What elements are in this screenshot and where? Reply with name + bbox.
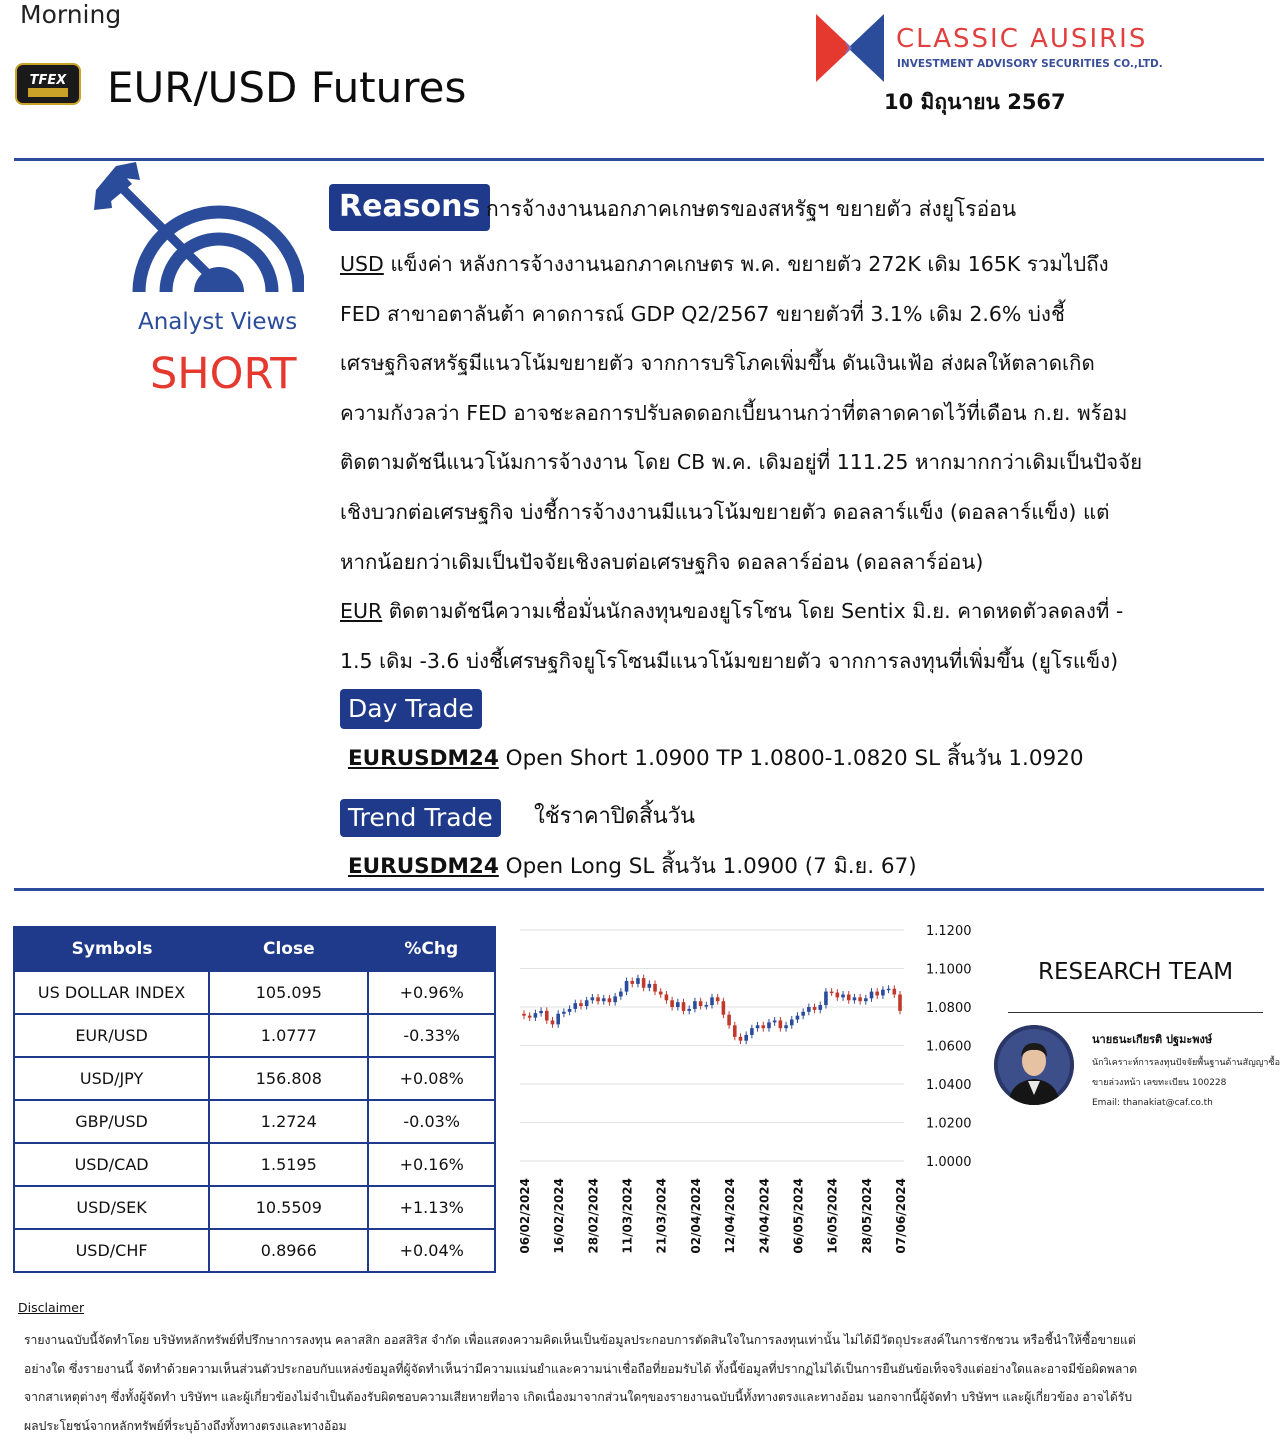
candle-body	[591, 997, 595, 1000]
candle-body	[841, 994, 845, 997]
y-tick-label: 1.1200	[926, 924, 972, 939]
research-divider	[1008, 1012, 1263, 1013]
trend-trade-symbol: EURUSDM24	[348, 854, 499, 879]
trend-trade-note: ใช้ราคาปิดสิ้นวัน	[534, 804, 696, 829]
close-cell: 1.5195	[209, 1143, 368, 1186]
usd-paragraph-line: หากน้อยกว่าเดิมเป็นปัจจัยเชิงลบต่อเศรษฐกิจ ดอลลาร์อ่อน (ดอลลาร์อ่อน)	[340, 549, 984, 574]
usd-paragraph-line: ติดตามดัชนีแนวโน้มการจ้างงาน โดย CB พ.ค. เดิมอยู่ที่ 111.25 หากมากกว่าเดิมเป็นปัจจัย	[340, 450, 1143, 475]
divider-top	[14, 158, 1264, 161]
disclaimer-line: จากสาเหตุต่างๆ ซึ่งทั้งผู้จัดทำ บริษัทฯ และผู้เกี่ยวข้องไม่จำเป็นต้องรับผิดชอบความเสียหายที่อาจ เกิดเนื่องมาจากส่วนใดๆของรายงานฉบับนี้ทั้งทางตรงและทางอ้อม นอกจากนี้ผู้จัดทำ บริษัทฯ และผู้เกี่ยวข้อง อาจได้รับ	[24, 1390, 1133, 1404]
candle-body	[630, 981, 634, 984]
candle-body	[676, 1002, 680, 1007]
close-cell: 1.0777	[209, 1014, 368, 1057]
change-cell: +0.96%	[368, 971, 495, 1014]
brand-name: CLASSIC AUSIRIS	[896, 24, 1148, 54]
x-tick-label: 07/06/2024	[894, 1178, 908, 1254]
analyst-name: นายธนะเกียรติ ปฐมะพงษ์	[1092, 1033, 1213, 1046]
usd-paragraph-line: ความกังวลว่า FED อาจชะลอการปรับลดดอกเบี้ยนานกว่าที่ตลาดคาดไว้ที่เดือน ก.ย. พร้อม	[340, 400, 1128, 425]
candle-body	[887, 989, 891, 991]
tfex-logo-text: TFEX	[29, 73, 67, 88]
candle-body	[813, 1007, 817, 1010]
candle-body	[773, 1020, 777, 1022]
candle-body	[562, 1012, 566, 1014]
chart-grid	[520, 930, 904, 1161]
disclaimer-line: รายงานฉบับนี้จัดทำโดย บริษัทหลักทรัพย์ที่ปรึกษาการลงทุน คลาสสิก ออสสิริส จำกัด เพื่อแสดงความคิดเห็นเป็นข้อมูลประกอบการตัดสินใจในการลงทุนเท่านั้น ไม่ได้มีวัตถุประสงค์ในการชักชวน หรือชี้นำให้ซื้อขายแต่	[24, 1333, 1136, 1347]
symbol-cell: USD/SEK	[14, 1186, 209, 1229]
candle-body	[733, 1025, 737, 1037]
close-cell: 1.2724	[209, 1100, 368, 1143]
close-cell: 10.5509	[209, 1186, 368, 1229]
table-row	[14, 971, 495, 1014]
candle-body	[864, 998, 868, 1001]
x-tick-label: 06/05/2024	[791, 1178, 806, 1254]
candle-body	[659, 992, 663, 995]
disclaimer-title: Disclaimer	[18, 1300, 85, 1315]
chart-x-axis	[518, 1178, 908, 1254]
candle-body	[693, 1001, 697, 1009]
column-header: Close	[209, 927, 368, 971]
candle-body	[625, 981, 629, 992]
eur-text: ติดตามดัชนีความเชื่อมั่นนักลงทุนของยูโรโซน โดย Sentix มิ.ย. คาดหดตัวลดลงที่ -	[382, 599, 1124, 624]
change-cell: +0.08%	[368, 1057, 495, 1100]
trend-trade-detail: Open Long SL สิ้นวัน 1.0900 (7 มิ.ย. 67)	[498, 854, 917, 879]
quote-table	[13, 926, 496, 1273]
candle-body	[522, 1014, 526, 1016]
analyst-position: SHORT	[150, 349, 297, 399]
table-row	[14, 1057, 495, 1100]
report-date: 10 มิถุนายน 2567	[884, 90, 1066, 114]
brand-logo-icon	[814, 12, 886, 84]
candle-body	[784, 1025, 788, 1028]
candle-body	[824, 992, 828, 1005]
trend-trade-label: Trend Trade	[340, 799, 501, 837]
candle-body	[556, 1014, 560, 1025]
x-tick-label: 12/04/2024	[723, 1178, 738, 1254]
candle-body	[539, 1011, 543, 1013]
usd-paragraph-line: เศรษฐกิจสหรัฐมีแนวโน้มขยายตัว จากการบริโภคเพิ่มขึ้น ดันเงินเฟ้อ ส่งผลให้ตลาดเกิด	[340, 351, 1095, 376]
candle-body	[551, 1020, 555, 1024]
x-tick-label: 16/05/2024	[825, 1178, 840, 1254]
candle-body	[534, 1013, 538, 1017]
x-tick-label: 02/04/2024	[688, 1178, 703, 1254]
y-tick-label: 1.0400	[926, 1078, 972, 1093]
candle-body	[853, 997, 857, 1000]
usd-tag: USD	[340, 252, 384, 276]
usd-text: แข็งค่า หลังการจ้างงานนอกภาคเกษตร พ.ค. ขยายตัว 272K เดิม 165K รวมไปถึง	[383, 252, 1109, 276]
table-row	[14, 1014, 495, 1057]
candle-body	[545, 1011, 549, 1021]
y-tick-label: 1.0000	[926, 1155, 972, 1170]
eur-tag: EUR	[340, 599, 383, 624]
symbol-cell: US DOLLAR INDEX	[14, 971, 209, 1014]
avatar	[994, 1025, 1074, 1105]
y-tick-label: 1.0800	[926, 1001, 972, 1016]
divider-middle	[14, 888, 1264, 891]
chart-series	[522, 975, 902, 1044]
column-header: %Chg	[368, 927, 495, 971]
candle-body	[898, 994, 902, 1010]
candle-body	[602, 998, 606, 1001]
symbol-cell: USD/CAD	[14, 1143, 209, 1186]
candle-body	[699, 1001, 703, 1006]
candle-body	[710, 997, 714, 1005]
candle-body	[739, 1037, 743, 1041]
tfex-logo	[14, 60, 84, 108]
candle-body	[613, 996, 617, 1002]
usd-paragraph-line	[340, 240, 1109, 290]
candle-body	[642, 978, 646, 988]
analyst-role: นักวิเคราะห์การลงทุนปัจจัยพื้นฐานด้านสัญญาซื้อ	[1092, 1058, 1280, 1068]
chart-y-axis	[926, 924, 972, 1170]
reasons-label: Reasons	[329, 184, 490, 231]
candle-body	[744, 1035, 748, 1041]
disclaimer-line: อย่างใด ซึ่งรายงานนี้ จัดทำด้วยความเห็นส่วนตัวประกอบกับแหล่งข้อมูลที่ผู้จัดทำเห็นว่ามีความแม่นยำและความน่าเชื่อถือที่ยอมรับได้ ทั้งนี้ข้อมูลที่ปรากฏไม่ได้เป็นการยืนยันข้อเท็จจริงแต่อย่างใดและอาจมีข้อผิดพลาด	[24, 1361, 1138, 1376]
quote-table-header	[14, 927, 495, 971]
change-cell: +1.13%	[368, 1186, 495, 1229]
day-trade-label: Day Trade	[340, 689, 482, 729]
candle-body	[619, 992, 623, 997]
symbol-cell: USD/CHF	[14, 1229, 209, 1272]
candle-body	[585, 1000, 589, 1006]
candle-body	[756, 1025, 760, 1028]
analyst-email: Email: thanakiat@caf.co.th	[1092, 1098, 1213, 1108]
target-arrow-icon	[94, 162, 304, 302]
eur-paragraph-line: 1.5 เดิม -3.6 บ่งชี้เศรษฐกิจยูโรโซนมีแนวโน้มขยายตัว จากการลงทุนที่เพิ่มขึ้น (ยูโรแข็ง)	[340, 648, 1119, 673]
candle-body	[579, 1003, 583, 1006]
research-team-title: RESEARCH TEAM	[1038, 959, 1234, 985]
candle-body	[665, 994, 669, 1000]
y-tick-label: 1.0600	[926, 1039, 972, 1055]
y-tick-label: 1.0200	[926, 1116, 972, 1132]
candle-body	[636, 978, 640, 984]
candle-body	[847, 994, 851, 1000]
symbol-cell: EUR/USD	[14, 1014, 209, 1057]
candle-body	[836, 993, 840, 998]
change-cell: -0.33%	[368, 1014, 495, 1057]
x-tick-label: 21/03/2024	[654, 1178, 669, 1254]
candle-body	[727, 1015, 731, 1026]
trend-trade-recommendation	[348, 851, 917, 883]
page-title: EUR/USD Futures	[107, 63, 467, 112]
change-cell: +0.04%	[368, 1229, 495, 1272]
change-cell: -0.03%	[368, 1100, 495, 1143]
candle-body	[875, 992, 879, 996]
candle-body	[750, 1028, 754, 1035]
table-row	[14, 1100, 495, 1143]
table-row	[14, 1143, 495, 1186]
eur-paragraph-line	[340, 587, 1123, 637]
candle-body	[528, 1016, 532, 1018]
candle-body	[653, 984, 657, 992]
brand-subtitle: INVESTMENT ADVISORY SECURITIES CO.,LTD.	[897, 58, 1163, 70]
candle-body	[761, 1025, 765, 1028]
symbol-cell: USD/JPY	[14, 1057, 209, 1100]
candle-body	[670, 1000, 674, 1007]
candle-body	[801, 1012, 805, 1016]
x-tick-label: 28/02/2024	[586, 1178, 601, 1254]
candle-body	[807, 1007, 811, 1012]
day-trade-detail: Open Short 1.0900 TP 1.0800-1.0820 SL สิ้นวัน 1.0920	[498, 746, 1084, 771]
table-row	[14, 1229, 495, 1272]
candle-body	[767, 1022, 771, 1028]
candle-body	[596, 997, 600, 1001]
candle-body	[818, 1005, 822, 1010]
candle-body	[682, 1002, 686, 1011]
candle-body	[573, 1003, 577, 1009]
candle-body	[796, 1016, 800, 1020]
candle-body	[830, 992, 834, 994]
candle-body	[716, 997, 720, 1001]
x-tick-label: 16/02/2024	[552, 1178, 567, 1254]
analyst-views-label: Analyst Views	[138, 309, 298, 335]
candle-body	[881, 990, 885, 996]
table-row	[14, 1186, 495, 1229]
usd-paragraph-line: เชิงบวกต่อเศรษฐกิจ บ่งชี้การจ้างงานมีแนวโน้มขยายตัว ดอลลาร์แข็ง (ดอลลาร์แข็ง) แต่	[340, 500, 1110, 524]
day-trade-recommendation	[348, 743, 1084, 775]
candle-body	[568, 1009, 572, 1012]
candle-body	[779, 1020, 783, 1028]
reasons-headline: การจ้างงานนอกภาคเกษตรของสหรัฐฯ ขยายตัว ส่งยูโรอ่อน	[486, 197, 1017, 221]
analyst-role: ขายล่วงหน้า เลขทะเบียน 100228	[1092, 1078, 1227, 1088]
symbol-cell: GBP/USD	[14, 1100, 209, 1143]
x-tick-label: 24/04/2024	[757, 1178, 772, 1254]
candle-body	[608, 998, 612, 1002]
candle-body	[687, 1009, 691, 1011]
x-tick-label: 11/03/2024	[620, 1178, 635, 1254]
candle-body	[648, 984, 652, 988]
candle-body	[705, 1005, 709, 1007]
x-tick-label: 06/02/2024	[518, 1178, 532, 1254]
section-label: Morning	[20, 0, 122, 29]
close-cell: 156.808	[209, 1057, 368, 1100]
x-tick-label: 28/05/2024	[859, 1178, 874, 1254]
close-cell: 105.095	[209, 971, 368, 1014]
close-cell: 0.8966	[209, 1229, 368, 1272]
y-tick-label: 1.1000	[926, 962, 972, 978]
disclaimer-line: ผลประโยชน์จากหลักทรัพย์ที่ระบุอ้างถึงทั้งทางตรงและทางอ้อม	[24, 1418, 347, 1433]
candle-body	[790, 1020, 794, 1026]
candle-body	[722, 1001, 726, 1014]
column-header: Symbols	[14, 927, 209, 971]
price-chart	[512, 920, 992, 1275]
candle-body	[893, 989, 897, 995]
candle-body	[870, 992, 874, 999]
day-trade-symbol: EURUSDM24	[348, 746, 499, 771]
usd-paragraph-line: FED สาขาอตาลันต้า คาดการณ์ GDP Q2/2567 ขยายตัวที่ 3.1% เดิม 2.6% บ่งชี้	[340, 301, 1065, 326]
change-cell: +0.16%	[368, 1143, 495, 1186]
candle-body	[858, 997, 862, 1001]
